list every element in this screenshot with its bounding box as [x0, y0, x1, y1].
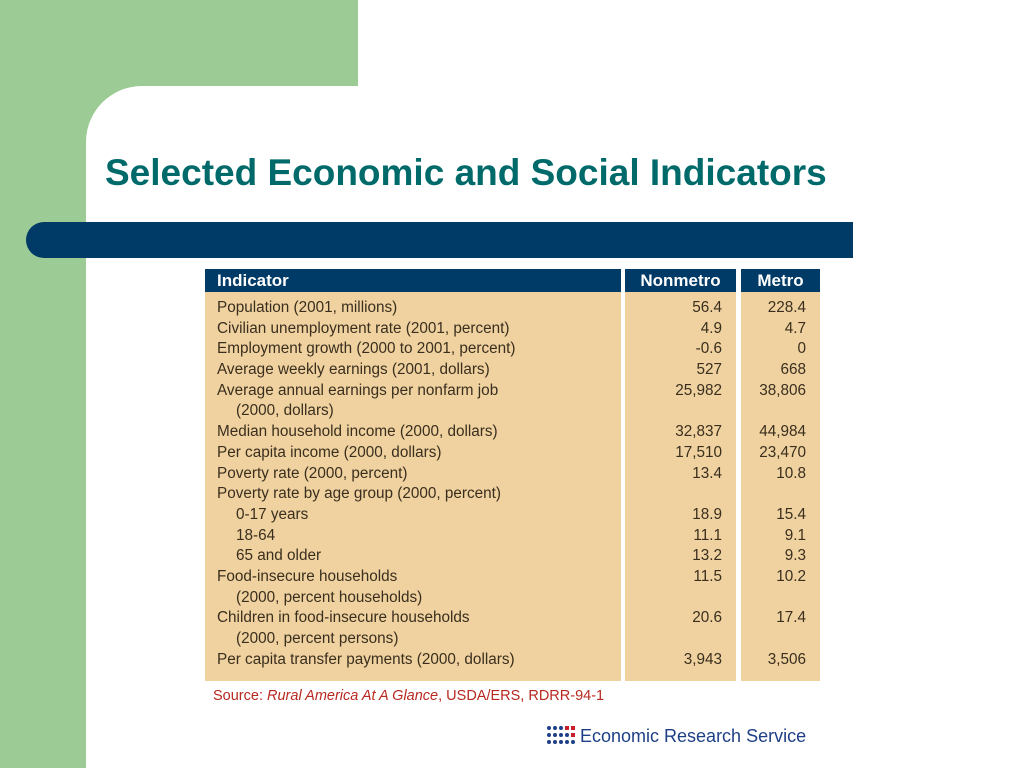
nonmetro-cell: 13.4	[692, 464, 722, 482]
metro-cell: 10.8	[776, 464, 806, 482]
indicator-cell: Employment growth (2000 to 2001, percent)	[217, 340, 516, 358]
nonmetro-cell	[625, 401, 736, 422]
metro-cell: 38,806	[759, 381, 806, 399]
metro-cell: 668	[780, 361, 806, 379]
indicator-cell: Population (2001, millions)	[217, 299, 398, 316]
metro-cell	[741, 588, 820, 609]
metro-cell: 15.4	[776, 505, 806, 523]
metro-cell: 3,506	[767, 650, 806, 668]
nonmetro-cell: 32,837	[675, 423, 722, 441]
title-divider-bar	[26, 222, 853, 258]
nonmetro-header: Nonmetro	[625, 269, 736, 292]
source-label: Source:	[213, 688, 263, 704]
indicator-cell: (2000, percent persons)	[236, 630, 399, 647]
source-note	[213, 688, 604, 704]
metro-cell	[741, 401, 820, 422]
indicator-cell: (2000, percent households)	[236, 588, 423, 606]
metro-cell: 9.3	[784, 547, 806, 565]
ers-logo-icon	[546, 724, 576, 748]
metro-cell: 0	[797, 340, 806, 358]
metro-cell: 23,470	[759, 443, 806, 461]
metro-cell: 44,984	[759, 423, 806, 441]
indicator-column	[205, 269, 621, 681]
source-rest: , USDA/ERS, RDRR-94-1	[438, 688, 605, 704]
indicator-cell: 65 and older	[236, 547, 322, 565]
metro-cells	[741, 298, 820, 670]
nonmetro-cell: 56.4	[692, 299, 722, 316]
indicator-cells	[205, 298, 621, 670]
nonmetro-cell: 25,982	[675, 381, 722, 399]
indicator-cell: Food-insecure households	[217, 567, 398, 585]
metro-cell: 9.1	[784, 526, 806, 544]
nonmetro-cell: 20.6	[692, 609, 722, 627]
indicator-cell: Civilian unemployment rate (2001, percent)	[217, 319, 510, 337]
metro-cell: 4.7	[784, 319, 806, 337]
nonmetro-cell: 17,510	[675, 443, 722, 461]
indicator-cell: 0-17 years	[236, 505, 309, 523]
metro-header: Metro	[741, 269, 820, 292]
nonmetro-cell: -0.6	[695, 340, 722, 358]
slide-title: Selected Economic and Social Indicators	[105, 152, 827, 193]
ers-name: Economic Research Service	[580, 725, 807, 746]
indicator-cell: Average annual earnings per nonfarm job	[217, 381, 499, 399]
indicators-table	[205, 269, 820, 681]
ers-footer	[546, 722, 806, 750]
nonmetro-cell	[625, 629, 736, 650]
nonmetro-cell: 11.5	[693, 567, 722, 585]
metro-column	[741, 269, 820, 681]
indicator-header: Indicator	[205, 269, 621, 292]
indicator-cell: (2000, dollars)	[236, 402, 334, 420]
indicator-cell: Per capita transfer payments (2000, dollars)	[217, 650, 515, 668]
indicator-cell: Per capita income (2000, dollars)	[217, 443, 442, 461]
metro-cell: 228.4	[767, 299, 806, 316]
indicator-cell: 18-64	[236, 526, 276, 544]
nonmetro-cell: 527	[696, 361, 722, 379]
nonmetro-cell: 13.2	[692, 547, 722, 565]
metro-cell: 10.2	[776, 567, 806, 585]
nonmetro-cell	[625, 484, 736, 505]
source-publication: Rural America At A Glance	[267, 688, 439, 704]
indicator-cell: Poverty rate (2000, percent)	[217, 464, 408, 482]
slide-background-top	[358, 0, 1024, 86]
indicator-cell: Poverty rate by age group (2000, percent)	[217, 485, 502, 503]
metro-cell	[741, 629, 820, 650]
nonmetro-cells	[625, 298, 736, 670]
nonmetro-cell	[625, 588, 736, 609]
indicator-cell: Average weekly earnings (2001, dollars)	[217, 361, 490, 379]
nonmetro-cell: 4.9	[700, 319, 722, 337]
nonmetro-column	[625, 269, 736, 681]
nonmetro-cell: 18.9	[692, 505, 722, 523]
metro-cell	[741, 484, 820, 505]
indicator-cell: Children in food-insecure households	[217, 609, 470, 627]
nonmetro-cell: 11.1	[693, 526, 722, 544]
metro-cell: 17.4	[776, 609, 806, 627]
indicator-cell: Median household income (2000, dollars)	[217, 423, 498, 441]
nonmetro-cell: 3,943	[683, 650, 722, 668]
